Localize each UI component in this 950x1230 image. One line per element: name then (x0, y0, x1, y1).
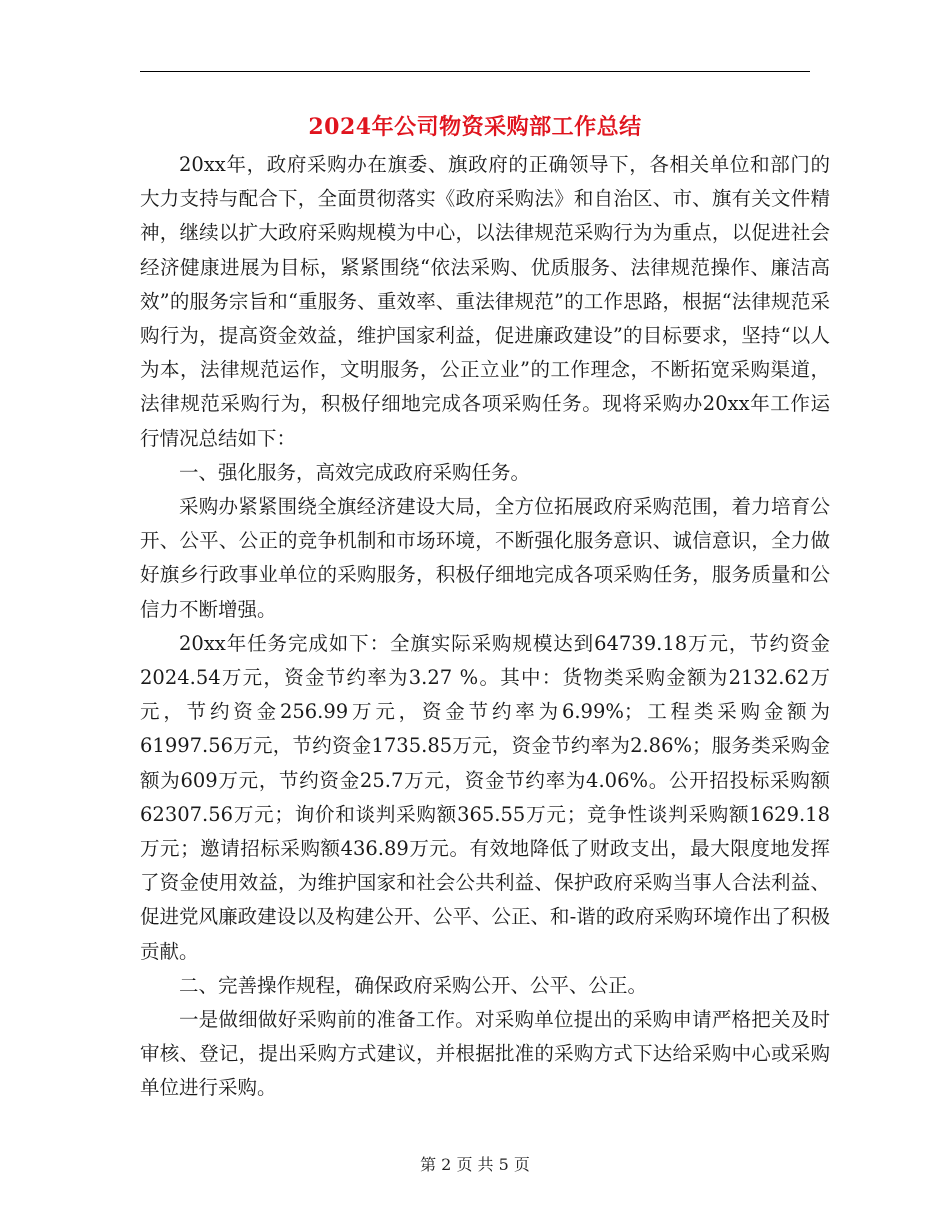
document-title: 2024年公司物资采购部工作总结 (308, 114, 642, 140)
section-heading-2: 二、完善操作规程，确保政府采购公开、公平、公正。 (179, 973, 648, 997)
paragraph-preparation: 一是做细做好采购前的准备工作。对采购单位提出的采购申请严格把关及时审核、登记，提出采购方式建议，并根据批准的采购方式下达给采购中心或采购单位进行采购。 (140, 1008, 830, 1100)
paragraph-statistics: 20xx年任务完成如下：全旗实际采购规模达到64739.18万元，节约资金2024.54万元，资金节约率为3.27 %。其中：货物类采购金额为2132.62万元，节约资金256.99万元，资金节约率为6.99%；工程类采购金额为61997.56万元，节约资金1735.85万元，资金节约率为2.86%；服务类采购金额为609万元，节约资金25.7万元，资金节约率为4.06%。公开招投标采购额62307.56万元；询价和谈判采购额365.55万元；竞争性谈判采购额1629.18万元；邀请招标采购额436.89万元。有效地降低了财政支出，最大限度地发挥了资金使用效益，为维护国家和社会公共利益、保护政府采购当事人合法利益、促进党风廉政建设以及构建公开、公平、公正、和-谐的政府采购环境作出了积极贡献。 (140, 631, 830, 963)
paragraph-intro: 20xx年，政府采购办在旗委、旗政府的正确领导下，各相关单位和部门的大力支持与配合下，全面贯彻落实《政府采购法》和自治区、市、旗有关文件精神，继续以扩大政府采购规模为中心，以法律规范采购行为为重点，以促进社会经济健康进展为目标，紧紧围绕“依法采购、优质服务、法律规范操作、廉洁高效”的服务宗旨和“重服务、重效率、重法律规范”的工作思路，根据“法律规范采购行为，提高资金效益，维护国家利益，促进廉政建设”的目标要求，坚持“以人为本，法律规范运作，文明服务，公正立业”的工作理念，不断拓宽采购渠道，法律规范采购行为，积极仔细地完成各项采购任务。现将采购办20xx年工作运行情况总结如下： (140, 153, 830, 450)
page-number-footer: 第 2 页 共 5 页 (420, 1155, 530, 1174)
document-body (140, 148, 830, 1106)
section-heading-1: 一、强化服务，高效完成政府采购任务。 (179, 460, 531, 484)
header-rule (140, 71, 810, 72)
paragraph-service: 采购办紧紧围绕全旗经济建设大局，全方位拓展政府采购范围，着力培育公开、公平、公正的竞争机制和市场环境，不断强化服务意识、诚信意识，全力做好旗乡行政事业单位的采购服务，积极仔细地完成各项采购任务，服务质量和公信力不断增强。 (140, 495, 830, 621)
